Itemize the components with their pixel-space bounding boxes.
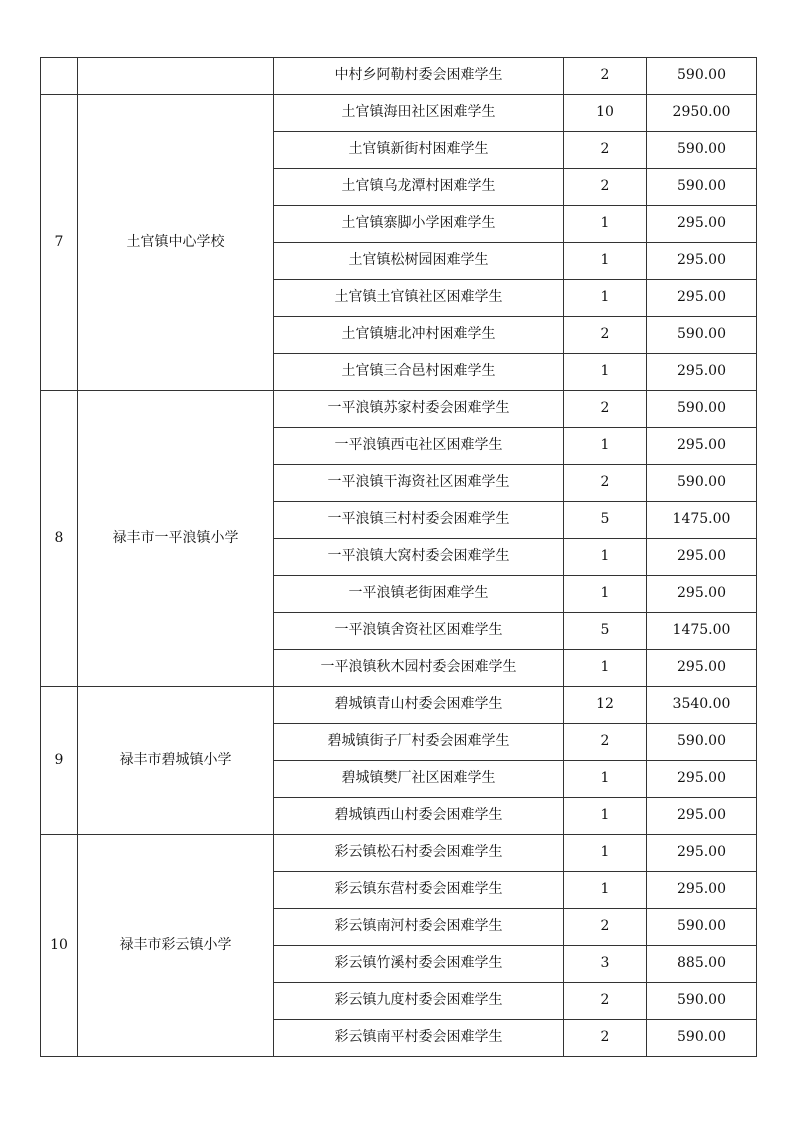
table-row (41, 835, 757, 872)
item-name: 一平浪镇舍资社区困难学生 (274, 613, 564, 650)
student-count: 1 (564, 798, 647, 835)
school-name: 禄丰市碧城镇小学 (78, 687, 274, 835)
row-number: 9 (41, 687, 78, 835)
student-count: 2 (564, 317, 647, 354)
item-name: 一平浪镇老街困难学生 (274, 576, 564, 613)
amount: 295.00 (647, 835, 757, 872)
item-name: 碧城镇西山村委会困难学生 (274, 798, 564, 835)
item-name: 碧城镇樊厂社区困难学生 (274, 761, 564, 798)
item-name: 彩云镇松石村委会困难学生 (274, 835, 564, 872)
student-count: 1 (564, 206, 647, 243)
student-count: 2 (564, 169, 647, 206)
student-count: 5 (564, 502, 647, 539)
aid-table-body (41, 58, 757, 1057)
item-name: 一平浪镇西屯社区困难学生 (274, 428, 564, 465)
item-name: 土官镇松树园困难学生 (274, 243, 564, 280)
amount: 1475.00 (647, 613, 757, 650)
item-name: 一平浪镇三村村委会困难学生 (274, 502, 564, 539)
amount: 590.00 (647, 391, 757, 428)
student-count: 12 (564, 687, 647, 724)
row-number: 8 (41, 391, 78, 687)
student-count: 10 (564, 95, 647, 132)
amount: 3540.00 (647, 687, 757, 724)
table-row (41, 687, 757, 724)
amount: 295.00 (647, 576, 757, 613)
row-number (41, 58, 78, 95)
amount: 295.00 (647, 243, 757, 280)
student-count: 2 (564, 132, 647, 169)
item-name: 土官镇土官镇社区困难学生 (274, 280, 564, 317)
student-count: 1 (564, 243, 647, 280)
row-number: 10 (41, 835, 78, 1057)
item-name: 土官镇海田社区困难学生 (274, 95, 564, 132)
student-count: 2 (564, 1020, 647, 1057)
item-name: 一平浪镇大窝村委会困难学生 (274, 539, 564, 576)
aid-table (40, 57, 757, 1057)
amount: 295.00 (647, 650, 757, 687)
item-name: 彩云镇南平村委会困难学生 (274, 1020, 564, 1057)
student-count: 1 (564, 576, 647, 613)
amount: 885.00 (647, 946, 757, 983)
item-name: 土官镇寨脚小学困难学生 (274, 206, 564, 243)
item-name: 碧城镇青山村委会困难学生 (274, 687, 564, 724)
amount: 590.00 (647, 58, 757, 95)
table-row (41, 391, 757, 428)
item-name: 彩云镇九度村委会困难学生 (274, 983, 564, 1020)
student-count: 2 (564, 58, 647, 95)
row-number: 7 (41, 95, 78, 391)
amount: 590.00 (647, 1020, 757, 1057)
student-count: 1 (564, 539, 647, 576)
student-count: 1 (564, 650, 647, 687)
item-name: 碧城镇街子厂村委会困难学生 (274, 724, 564, 761)
student-count: 2 (564, 465, 647, 502)
school-name (78, 58, 274, 95)
student-count: 1 (564, 354, 647, 391)
student-count: 2 (564, 983, 647, 1020)
item-name: 土官镇乌龙潭村困难学生 (274, 169, 564, 206)
amount: 590.00 (647, 169, 757, 206)
item-name: 土官镇新街村困难学生 (274, 132, 564, 169)
item-name: 一平浪镇苏家村委会困难学生 (274, 391, 564, 428)
amount: 295.00 (647, 428, 757, 465)
school-name: 禄丰市彩云镇小学 (78, 835, 274, 1057)
item-name: 土官镇三合邑村困难学生 (274, 354, 564, 391)
item-name: 彩云镇东营村委会困难学生 (274, 872, 564, 909)
student-count: 5 (564, 613, 647, 650)
item-name: 一平浪镇秋木园村委会困难学生 (274, 650, 564, 687)
amount: 295.00 (647, 280, 757, 317)
student-count: 1 (564, 280, 647, 317)
student-count: 1 (564, 761, 647, 798)
amount: 590.00 (647, 909, 757, 946)
amount: 590.00 (647, 132, 757, 169)
item-name: 一平浪镇干海资社区困难学生 (274, 465, 564, 502)
amount: 295.00 (647, 354, 757, 391)
amount: 590.00 (647, 724, 757, 761)
school-name: 禄丰市一平浪镇小学 (78, 391, 274, 687)
student-count: 1 (564, 835, 647, 872)
amount: 295.00 (647, 872, 757, 909)
table-row (41, 58, 757, 95)
amount: 295.00 (647, 206, 757, 243)
student-count: 1 (564, 428, 647, 465)
amount: 590.00 (647, 983, 757, 1020)
table-row (41, 95, 757, 132)
amount: 590.00 (647, 465, 757, 502)
item-name: 中村乡阿勒村委会困难学生 (274, 58, 564, 95)
amount: 295.00 (647, 539, 757, 576)
student-count: 2 (564, 391, 647, 428)
item-name: 彩云镇南河村委会困难学生 (274, 909, 564, 946)
student-count: 2 (564, 724, 647, 761)
amount: 1475.00 (647, 502, 757, 539)
amount: 590.00 (647, 317, 757, 354)
student-count: 1 (564, 872, 647, 909)
student-count: 3 (564, 946, 647, 983)
student-count: 2 (564, 909, 647, 946)
item-name: 土官镇塘北冲村困难学生 (274, 317, 564, 354)
amount: 295.00 (647, 761, 757, 798)
item-name: 彩云镇竹溪村委会困难学生 (274, 946, 564, 983)
amount: 2950.00 (647, 95, 757, 132)
school-name: 土官镇中心学校 (78, 95, 274, 391)
amount: 295.00 (647, 798, 757, 835)
